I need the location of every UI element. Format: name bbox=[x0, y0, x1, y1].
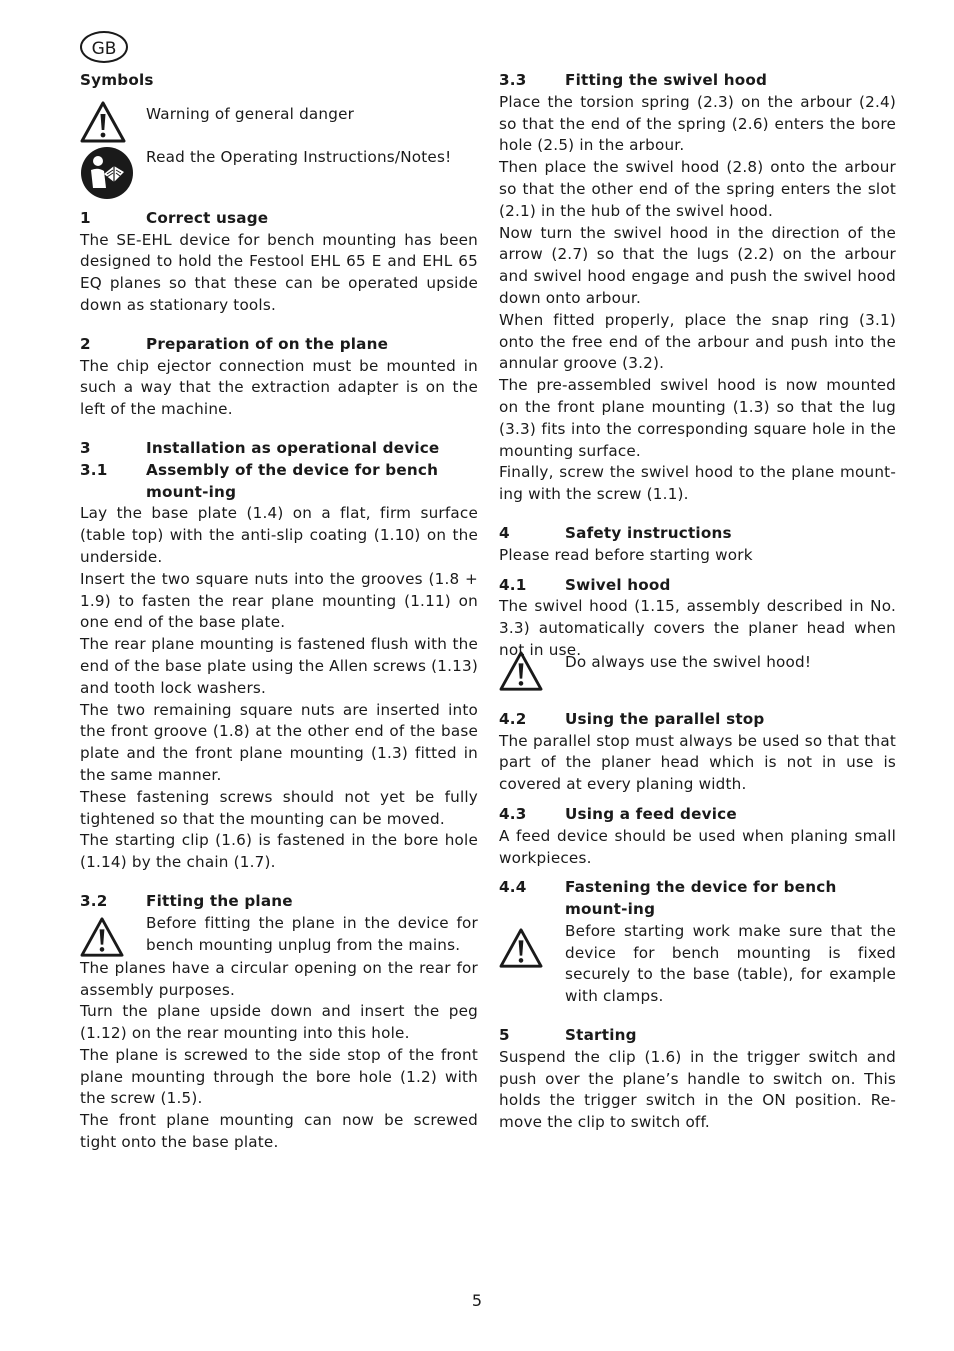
section-3-1-text-3: The rear plane mounting is fastened flush with the end of the base plate using the Allen screws (1.13) and tooth lock washers. bbox=[80, 635, 478, 697]
section-3-1-text-6: The starting clip (1.6) is fastened in the bore hole (1.14) by the chain (1.7). bbox=[80, 831, 478, 872]
symbol-warning-text: Warning of general danger bbox=[146, 104, 355, 123]
section-3-heading: 3 Installation as operational device bbox=[80, 438, 440, 457]
section-3-3-text-2: Then place the swivel hood (2.8) onto the arbour so that the other end of the spring enters the slot (2.1) in the hub of the swivel hood. bbox=[499, 158, 896, 220]
section-4-4-warning-text: Before starting work make sure that the device for bench mounting is fixed securely to the base (table), for example with clamps. bbox=[565, 921, 896, 1006]
section-1-heading: 1 Correct usage bbox=[80, 208, 269, 227]
section-2-text: The chip ejector connection must be mounted in such a way that the extraction adapter is on the left of the machine. bbox=[80, 356, 478, 419]
section-4-1-heading: 4.1 Swivel hood bbox=[499, 575, 671, 594]
section-3-2-text-4: The front plane mounting can now be screwed tight onto the base plate. bbox=[80, 1111, 478, 1152]
section-3-1-text-5: These fastening screws should not yet be fully tightened so that the mounting can be moved. bbox=[80, 787, 478, 828]
section-4-2-heading: 4.2 Using the parallel stop bbox=[499, 709, 765, 728]
section-3-2-warning bbox=[80, 913, 478, 958]
section-5-text: Suspend the clip (1.6) in the trigger switch and push over the plane’s handle to switch on. This holds the trigger switch in the ON position. Re-move the clip to switch off. bbox=[499, 1047, 896, 1132]
section-3-3-heading: 3.3 Fitting the swivel hood bbox=[499, 71, 768, 89]
section-3-1-text-4: The two remaining square nuts are inserted into the front groove (1.8) at the other end of the base plate and the front plane mounting (1.3) fitted in the same manner. bbox=[80, 700, 478, 784]
symbol-read-text: Read the Operating Instructions/Notes! bbox=[146, 147, 452, 166]
section-4-text: Please read before starting work bbox=[499, 545, 753, 564]
section-3-3-text-3: Now turn the swivel hood in the direction of the arrow (2.7) so that the lugs (2.2) on the arbour and swivel hood engage and push the swivel hood down onto arbour. bbox=[499, 223, 896, 307]
section-4-heading: 4 Safety instructions bbox=[499, 523, 732, 542]
section-3-3-text-6: Finally, screw the swivel hood to the plane mount-ing with the screw (1.1). bbox=[499, 463, 896, 504]
right-column bbox=[499, 70, 896, 1134]
section-3-3-text-4: When fitted properly, place the snap ring (3.1) onto the free end of the arbour and push into the annular groove (3.2). bbox=[499, 310, 896, 373]
section-4-1-warning-text: Do always use the swivel hood! bbox=[565, 652, 812, 671]
section-4-3-heading: 4.3 Using a feed device bbox=[499, 804, 737, 823]
section-4-4-heading: 4.4 Fastening the device for bench mount-ing bbox=[499, 878, 837, 919]
section-4-1-warning bbox=[499, 650, 896, 692]
language-badge: GB bbox=[80, 31, 128, 63]
section-4-1-text: The swivel hood (1.15, assembly described in No. 3.3) automatically covers the planer head when not in use. bbox=[499, 597, 896, 659]
section-3-1-text-1: Lay the base plate (1.4) on a flat, firm surface (table top) with the anti-slip coating (1.10) on the underside. bbox=[80, 504, 478, 566]
page-number: 5 bbox=[471, 1291, 483, 1310]
section-3-3-text-5: The pre-assembled swivel hood is now mounted on the front plane mounting (1.3) so that the lug (3.3) fits into the corresponding square hole in the mounting surface. bbox=[499, 376, 896, 460]
section-2-heading: 2 Preparation of on the plane bbox=[80, 334, 389, 353]
section-3-2-text-1: The planes have a circular opening on the rear for assembly purposes. bbox=[80, 958, 478, 999]
warning-triangle-icon bbox=[499, 650, 543, 692]
section-3-1-heading: 3.1 Assembly of the device for bench mount-ing bbox=[80, 460, 439, 501]
section-3-2-text-2: Turn the plane upside down and insert the peg (1.12) on the rear mounting into this hole. bbox=[80, 1002, 478, 1043]
symbol-read-row bbox=[80, 146, 478, 200]
section-4-3-text: A feed device should be used when planing small workpieces. bbox=[499, 826, 896, 867]
section-5-heading: 5 Starting bbox=[499, 1026, 637, 1045]
section-4-4-warning bbox=[499, 921, 896, 1008]
section-3-3-text-1: Place the torsion spring (2.3) on the arbour (2.4) so that the end of the spring (2.6) enters the bore hole (2.5) in the arbour. bbox=[499, 92, 896, 155]
section-3-2-heading: 3.2 Fitting the plane bbox=[80, 891, 293, 910]
section-3-2-warning-text: Before fitting the plane in the device for bench mounting unplug from the mains. bbox=[146, 913, 478, 954]
section-3-1-text-2: Insert the two square nuts into the grooves (1.8 + 1.9) to fasten the rear plane mounting (1.11) on one end of the base plate. bbox=[80, 569, 478, 632]
symbols-heading: Symbols bbox=[80, 71, 154, 89]
read-manual-icon bbox=[80, 146, 134, 200]
symbol-warning-row bbox=[80, 100, 478, 144]
section-3-2-text-3: The plane is screwed to the side stop of the front plane mounting through the bore hole (1.2) with the screw (1.5). bbox=[80, 1045, 478, 1108]
warning-triangle-icon bbox=[80, 100, 126, 144]
left-column bbox=[80, 70, 478, 1154]
warning-triangle-icon bbox=[499, 927, 543, 969]
section-4-2-text: The parallel stop must always be used so that that part of the planer head which is not in use is covered at every planing width. bbox=[499, 731, 896, 794]
section-1-text: The SE-EHL device for bench mounting has been designed to hold the Festool EHL 65 E and EHL 65 EQ planes so that these can be operated upside down as stationary tools. bbox=[80, 230, 478, 314]
warning-triangle-icon bbox=[80, 916, 124, 958]
